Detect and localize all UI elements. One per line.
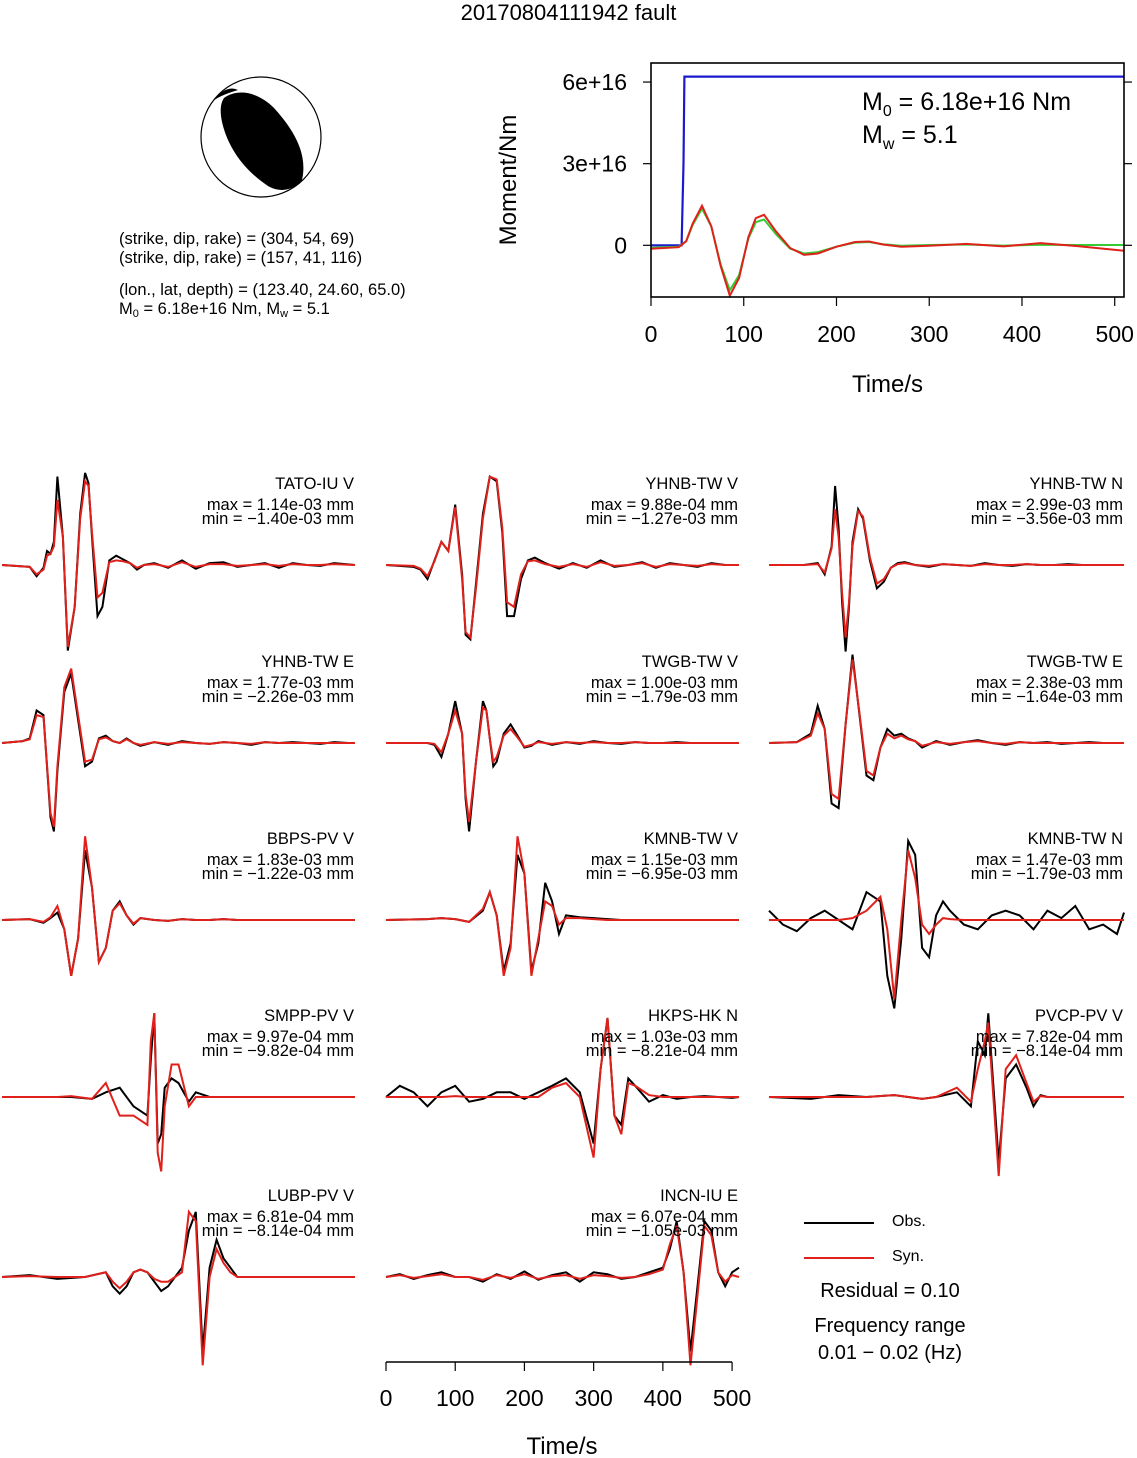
max-amplitude: max = 1.14e-03 mm [206, 496, 354, 514]
nodal-plane-2: (strike, dip, rake) = (157, 41, 116) [119, 249, 363, 267]
max-amplitude: max = 6.07e-04 mm [590, 1208, 738, 1226]
max-amplitude: max = 9.88e-04 mm [590, 496, 738, 514]
observed-waveform [386, 701, 739, 831]
waveform-panel [2, 473, 355, 651]
waveform-panel [769, 475, 1124, 652]
waveform-panel [2, 1187, 355, 1365]
time-axis-label: Time/s [526, 1433, 598, 1458]
waveform-panel [2, 653, 355, 831]
min-amplitude: min = −6.95e-03 mm [585, 865, 738, 883]
frequency-range-title: Frequency range [814, 1315, 966, 1337]
max-amplitude: max = 1.47e-03 mm [975, 851, 1123, 869]
waveform-panel [769, 830, 1124, 1008]
moment-x-axis-label: Time/s [851, 371, 924, 398]
station-label: LUBP-PV V [267, 1187, 354, 1205]
waveform-panel [769, 1007, 1124, 1176]
station-label: YHNB-TW E [261, 653, 354, 671]
moment-xtick-label: 400 [1002, 321, 1042, 347]
legend-syn-label: Syn. [892, 1248, 925, 1265]
min-amplitude: min = −1.22e-03 mm [201, 865, 354, 883]
synthetic-waveform [386, 1226, 739, 1366]
waveform-panel [769, 653, 1124, 808]
moment-annotation-m0: $M_0 = 6.18e+16$ Nm [862, 88, 1072, 120]
max-amplitude: max = 2.38e-03 mm [975, 674, 1123, 692]
synthetic-waveform [386, 708, 739, 822]
max-amplitude: max = 1.15e-03 mm [590, 851, 738, 869]
waveform-panel [2, 830, 355, 976]
moment-xtick-label: 300 [910, 321, 949, 347]
max-amplitude: max = 6.81e-04 mm [206, 1208, 354, 1226]
min-amplitude: min = −1.05e-03 mm [585, 1222, 738, 1240]
time-xtick-label: 0 [379, 1385, 393, 1411]
moment-xtick-label: 200 [817, 321, 856, 347]
nodal-plane-1: (strike, dip, rake) = (304, 54, 69) [119, 230, 355, 248]
station-label: HKPS-HK N [648, 1007, 738, 1025]
station-label: TWGB-TW E [1026, 653, 1123, 671]
moment-y-axis-label: Moment/Nm [495, 114, 522, 246]
max-amplitude: max = 1.03e-03 mm [590, 1028, 738, 1046]
station-label: TATO-IU V [275, 475, 354, 493]
moment-ytick-label: 6e+16 [562, 69, 627, 96]
station-label: SMPP-PV V [264, 1007, 354, 1025]
moment-annotation-mw: $M_w = 5.1$ [862, 121, 958, 153]
max-amplitude: max = 1.77e-03 mm [206, 674, 354, 692]
min-amplitude: min = −3.56e-03 mm [970, 510, 1123, 528]
station-label: KMNB-TW V [643, 830, 738, 848]
min-amplitude: min = −9.82e-04 mm [201, 1042, 354, 1060]
max-amplitude: max = 1.83e-03 mm [206, 851, 354, 869]
station-label: INCN-IU E [660, 1187, 738, 1205]
time-xtick-label: 300 [574, 1385, 613, 1411]
waveform-panel [386, 1007, 739, 1158]
max-amplitude: max = 9.97e-04 mm [206, 1028, 354, 1046]
time-xtick-label: 100 [436, 1385, 475, 1411]
page-title: 20170804111942 fault [460, 0, 677, 25]
observed-waveform [386, 1221, 739, 1351]
min-amplitude: min = −1.27e-03 mm [585, 510, 738, 528]
max-amplitude: max = 7.82e-04 mm [975, 1028, 1123, 1046]
moment-magnitude: $M_0 = 6.18e+16$ Nm, $M_w = 5.1$ [119, 300, 330, 320]
min-amplitude: min = −8.21e-04 mm [585, 1042, 738, 1060]
station-label: PVCP-PV V [1034, 1007, 1123, 1025]
waveform-panel [2, 1007, 355, 1171]
min-amplitude: min = −8.14e-04 mm [970, 1042, 1123, 1060]
legend [790, 1205, 1030, 1395]
location-depth: (lon., lat, depth) = (123.40, 24.60, 65.0) [119, 281, 406, 299]
min-amplitude: min = −8.14e-04 mm [201, 1222, 354, 1240]
legend-syn-line [804, 1257, 874, 1259]
waveform-panel [386, 1187, 739, 1365]
synthetic-waveform [769, 509, 1124, 637]
time-xtick-label: 400 [643, 1385, 683, 1411]
moment-xtick-label: 500 [1095, 321, 1134, 347]
station-label: YHNB-TW N [1029, 475, 1123, 493]
waveform-panel [386, 830, 739, 976]
station-label: TWGB-TW V [641, 653, 738, 671]
min-amplitude: min = −1.64e-03 mm [970, 688, 1123, 706]
min-amplitude: min = −1.79e-03 mm [585, 688, 738, 706]
max-amplitude: max = 2.99e-03 mm [975, 496, 1123, 514]
moment-xtick-label: 0 [644, 321, 658, 347]
station-label: BBPS-PV V [266, 830, 354, 848]
waveform-panel [386, 653, 739, 831]
min-amplitude: min = −1.79e-03 mm [970, 865, 1123, 883]
min-amplitude: min = −2.26e-03 mm [201, 688, 354, 706]
moment-ytick-label: 3e+16 [562, 150, 627, 177]
legend-obs-label: Obs. [892, 1213, 926, 1230]
legend-obs-line [804, 1222, 874, 1224]
waveform-panel [386, 475, 739, 639]
moment-ytick-label: 0 [614, 232, 627, 259]
station-label: KMNB-TW N [1027, 830, 1123, 848]
residual-text: Residual = 0.10 [820, 1280, 960, 1302]
min-amplitude: min = −1.40e-03 mm [201, 510, 354, 528]
time-xtick-label: 500 [712, 1385, 752, 1411]
time-xtick-label: 200 [505, 1385, 544, 1411]
frequency-range-value: 0.01 − 0.02 (Hz) [818, 1342, 962, 1364]
moment-xtick-label: 100 [724, 321, 763, 347]
max-amplitude: max = 1.00e-03 mm [590, 674, 738, 692]
station-label: YHNB-TW V [645, 475, 738, 493]
